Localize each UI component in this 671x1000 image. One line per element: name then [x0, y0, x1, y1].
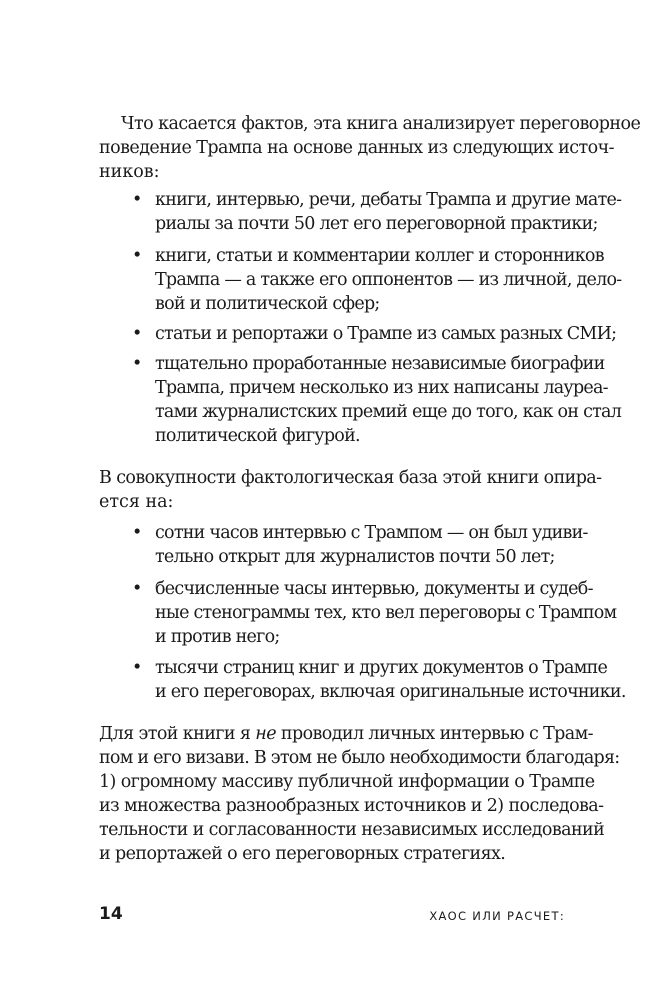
list1-item1-line2: риалы за почти 50 лет его переговорной практики;: [155, 214, 598, 234]
list1-item2-line3: вой и политической сфер;: [155, 294, 380, 314]
list2-item3-line1: тысячи страниц книг и других документов о Трампе: [155, 658, 608, 678]
list2-item2-line3: и против него;: [155, 627, 280, 647]
running-head: ХАОС ИЛИ РАСЧЕТ:: [429, 909, 565, 923]
page-number: 14: [99, 904, 123, 924]
list1-item2-line2: Трампа — а также его оппонентов — из личной, дело-: [155, 270, 622, 290]
para3-line-5: тельности и согласованности независимых исследований: [99, 820, 605, 840]
list2-item2-line2: ные стенограммы тех, кто вел переговоры с Трампом: [155, 603, 617, 623]
list1-item4-line4: политической фигурой.: [155, 426, 360, 446]
para3-line-6: и репортажей о его переговорных стратегиях.: [99, 844, 506, 864]
para3-line-1: [99, 722, 593, 746]
list1-item4-line3: тами журналистских премий еще до того, как он стал: [155, 402, 622, 422]
list1-item4-line2: Трампа, причем несколько из них написаны лауреа-: [155, 378, 608, 398]
bullet-marker: •: [132, 523, 143, 543]
bullet-marker: •: [132, 190, 143, 210]
intro-line-3: ников:: [99, 162, 160, 182]
list2-item2-line1: бесчисленные часы интервью, документы и судеб-: [155, 579, 593, 599]
para3-emphasis: не: [255, 724, 276, 744]
list1-item4-line1: тщательно проработанные независимые биографии: [155, 354, 605, 374]
para2-line-2: ется на:: [99, 492, 174, 512]
bullet-marker: •: [132, 658, 143, 678]
list2-item1-line2: тельно открыт для журналистов почти 50 лет;: [155, 547, 555, 567]
intro-line-2: поведение Трампа на основе данных из следующих источ-: [99, 138, 614, 158]
intro-line-1: Что касается фактов, эта книга анализирует переговорное: [121, 114, 641, 134]
para3-line-2: пом и его визави. В этом не было необходимости благодаря:: [99, 748, 620, 768]
list2-item1-line1: сотни часов интервью с Трампом — он был удиви-: [155, 523, 588, 543]
para3-text: Для этой книги я: [99, 724, 256, 744]
list2-item3-line2: и его переговорах, включая оригинальные источники.: [155, 682, 626, 702]
list1-item1-line1: книги, интервью, речи, дебаты Трампа и другие мате-: [155, 190, 622, 210]
list1-item2-line1: книги, статьи и комментарии коллег и сторонников: [155, 246, 604, 266]
bullet-marker: •: [132, 354, 143, 374]
para3-text: проводил личных интервью с Трам-: [275, 724, 593, 744]
bullet-marker: •: [132, 324, 143, 344]
list1-item3-line1: статьи и репортажи о Трампе из самых разных СМИ;: [155, 324, 617, 344]
para3-line-3: 1) огромному массиву публичной информации о Трампе: [99, 772, 595, 792]
para3-line-4: из множества разнообразных источников и 2) последова-: [99, 796, 604, 816]
bullet-marker: •: [132, 579, 143, 599]
para2-line-1: В совокупности фактологическая база этой книги опира-: [99, 468, 602, 488]
bullet-marker: •: [132, 246, 143, 266]
